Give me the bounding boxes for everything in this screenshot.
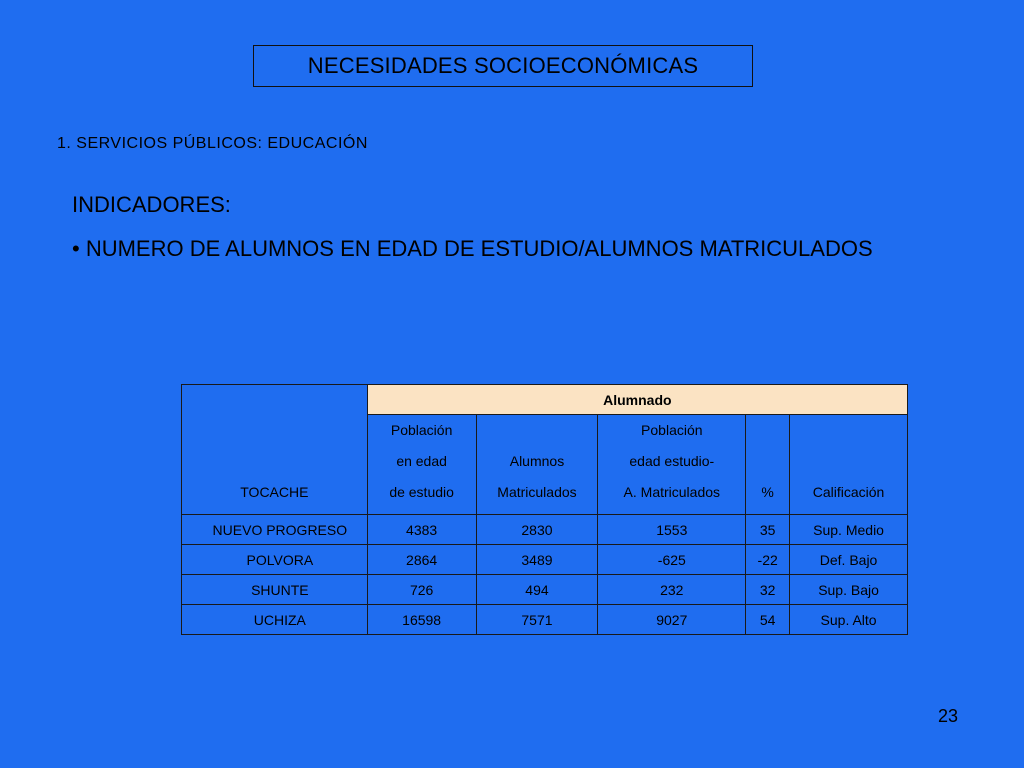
column-header-line: % — [761, 484, 774, 500]
slide-title: NECESIDADES SOCIOECONÓMICAS — [253, 45, 753, 87]
table-cell: Sup. Bajo — [790, 575, 908, 605]
table-cell: 3489 — [476, 545, 598, 575]
table-cell: 7571 — [476, 605, 598, 635]
column-header-line: A. Matriculados — [623, 484, 721, 500]
table-cell: Sup. Medio — [790, 515, 908, 545]
column-header-line: Población — [390, 422, 453, 438]
district-cell: SHUNTE — [182, 575, 368, 605]
table-cell: -625 — [598, 545, 746, 575]
row-header-cell — [182, 385, 368, 515]
education-table — [181, 384, 908, 635]
table-cell: 9027 — [598, 605, 746, 635]
table-cell: 2830 — [476, 515, 598, 545]
table-row — [182, 545, 908, 575]
table-cell: Sup. Alto — [790, 605, 908, 635]
table-row — [182, 515, 908, 545]
page-number: 23 — [938, 706, 959, 726]
column-header-line: edad estudio- — [629, 453, 715, 469]
table-cell: -22 — [746, 545, 790, 575]
table-cell: 32 — [746, 575, 790, 605]
table-cell: 1553 — [598, 515, 746, 545]
table-row — [182, 605, 908, 635]
table-cell: Def. Bajo — [790, 545, 908, 575]
column-header-line: Calificación — [812, 484, 885, 500]
table-cell: 494 — [476, 575, 598, 605]
table-row — [182, 575, 908, 605]
column-header-line: en edad — [396, 453, 447, 469]
column-header — [746, 415, 790, 515]
column-header-line: Alumnos — [509, 453, 565, 469]
column-header-line: de estudio — [389, 484, 454, 500]
indicators-heading: INDICADORES: — [72, 192, 231, 217]
column-header — [367, 415, 476, 515]
section-subtitle: 1. SERVICIOS PÚBLICOS: EDUCACIÓN — [57, 135, 368, 152]
district-cell: NUEVO PROGRESO — [182, 515, 368, 545]
table-cell: 4383 — [367, 515, 476, 545]
district-cell: POLVORA — [182, 545, 368, 575]
column-header — [476, 415, 598, 515]
column-header-line: Matriculados — [497, 484, 577, 500]
group-header: Alumnado — [367, 385, 907, 415]
table-cell: 726 — [367, 575, 476, 605]
indicator-item: • NUMERO DE ALUMNOS EN EDAD DE ESTUDIO/ALUMNOS MATRICULADOS — [72, 236, 873, 261]
column-header — [790, 415, 908, 515]
row-header-label: TOCACHE — [240, 484, 309, 500]
column-header-line: Población — [641, 422, 703, 438]
table-cell: 16598 — [367, 605, 476, 635]
district-cell: UCHIZA — [182, 605, 368, 635]
table-cell: 54 — [746, 605, 790, 635]
column-header — [598, 415, 746, 515]
table-cell: 35 — [746, 515, 790, 545]
table-cell: 2864 — [367, 545, 476, 575]
table-cell: 232 — [598, 575, 746, 605]
